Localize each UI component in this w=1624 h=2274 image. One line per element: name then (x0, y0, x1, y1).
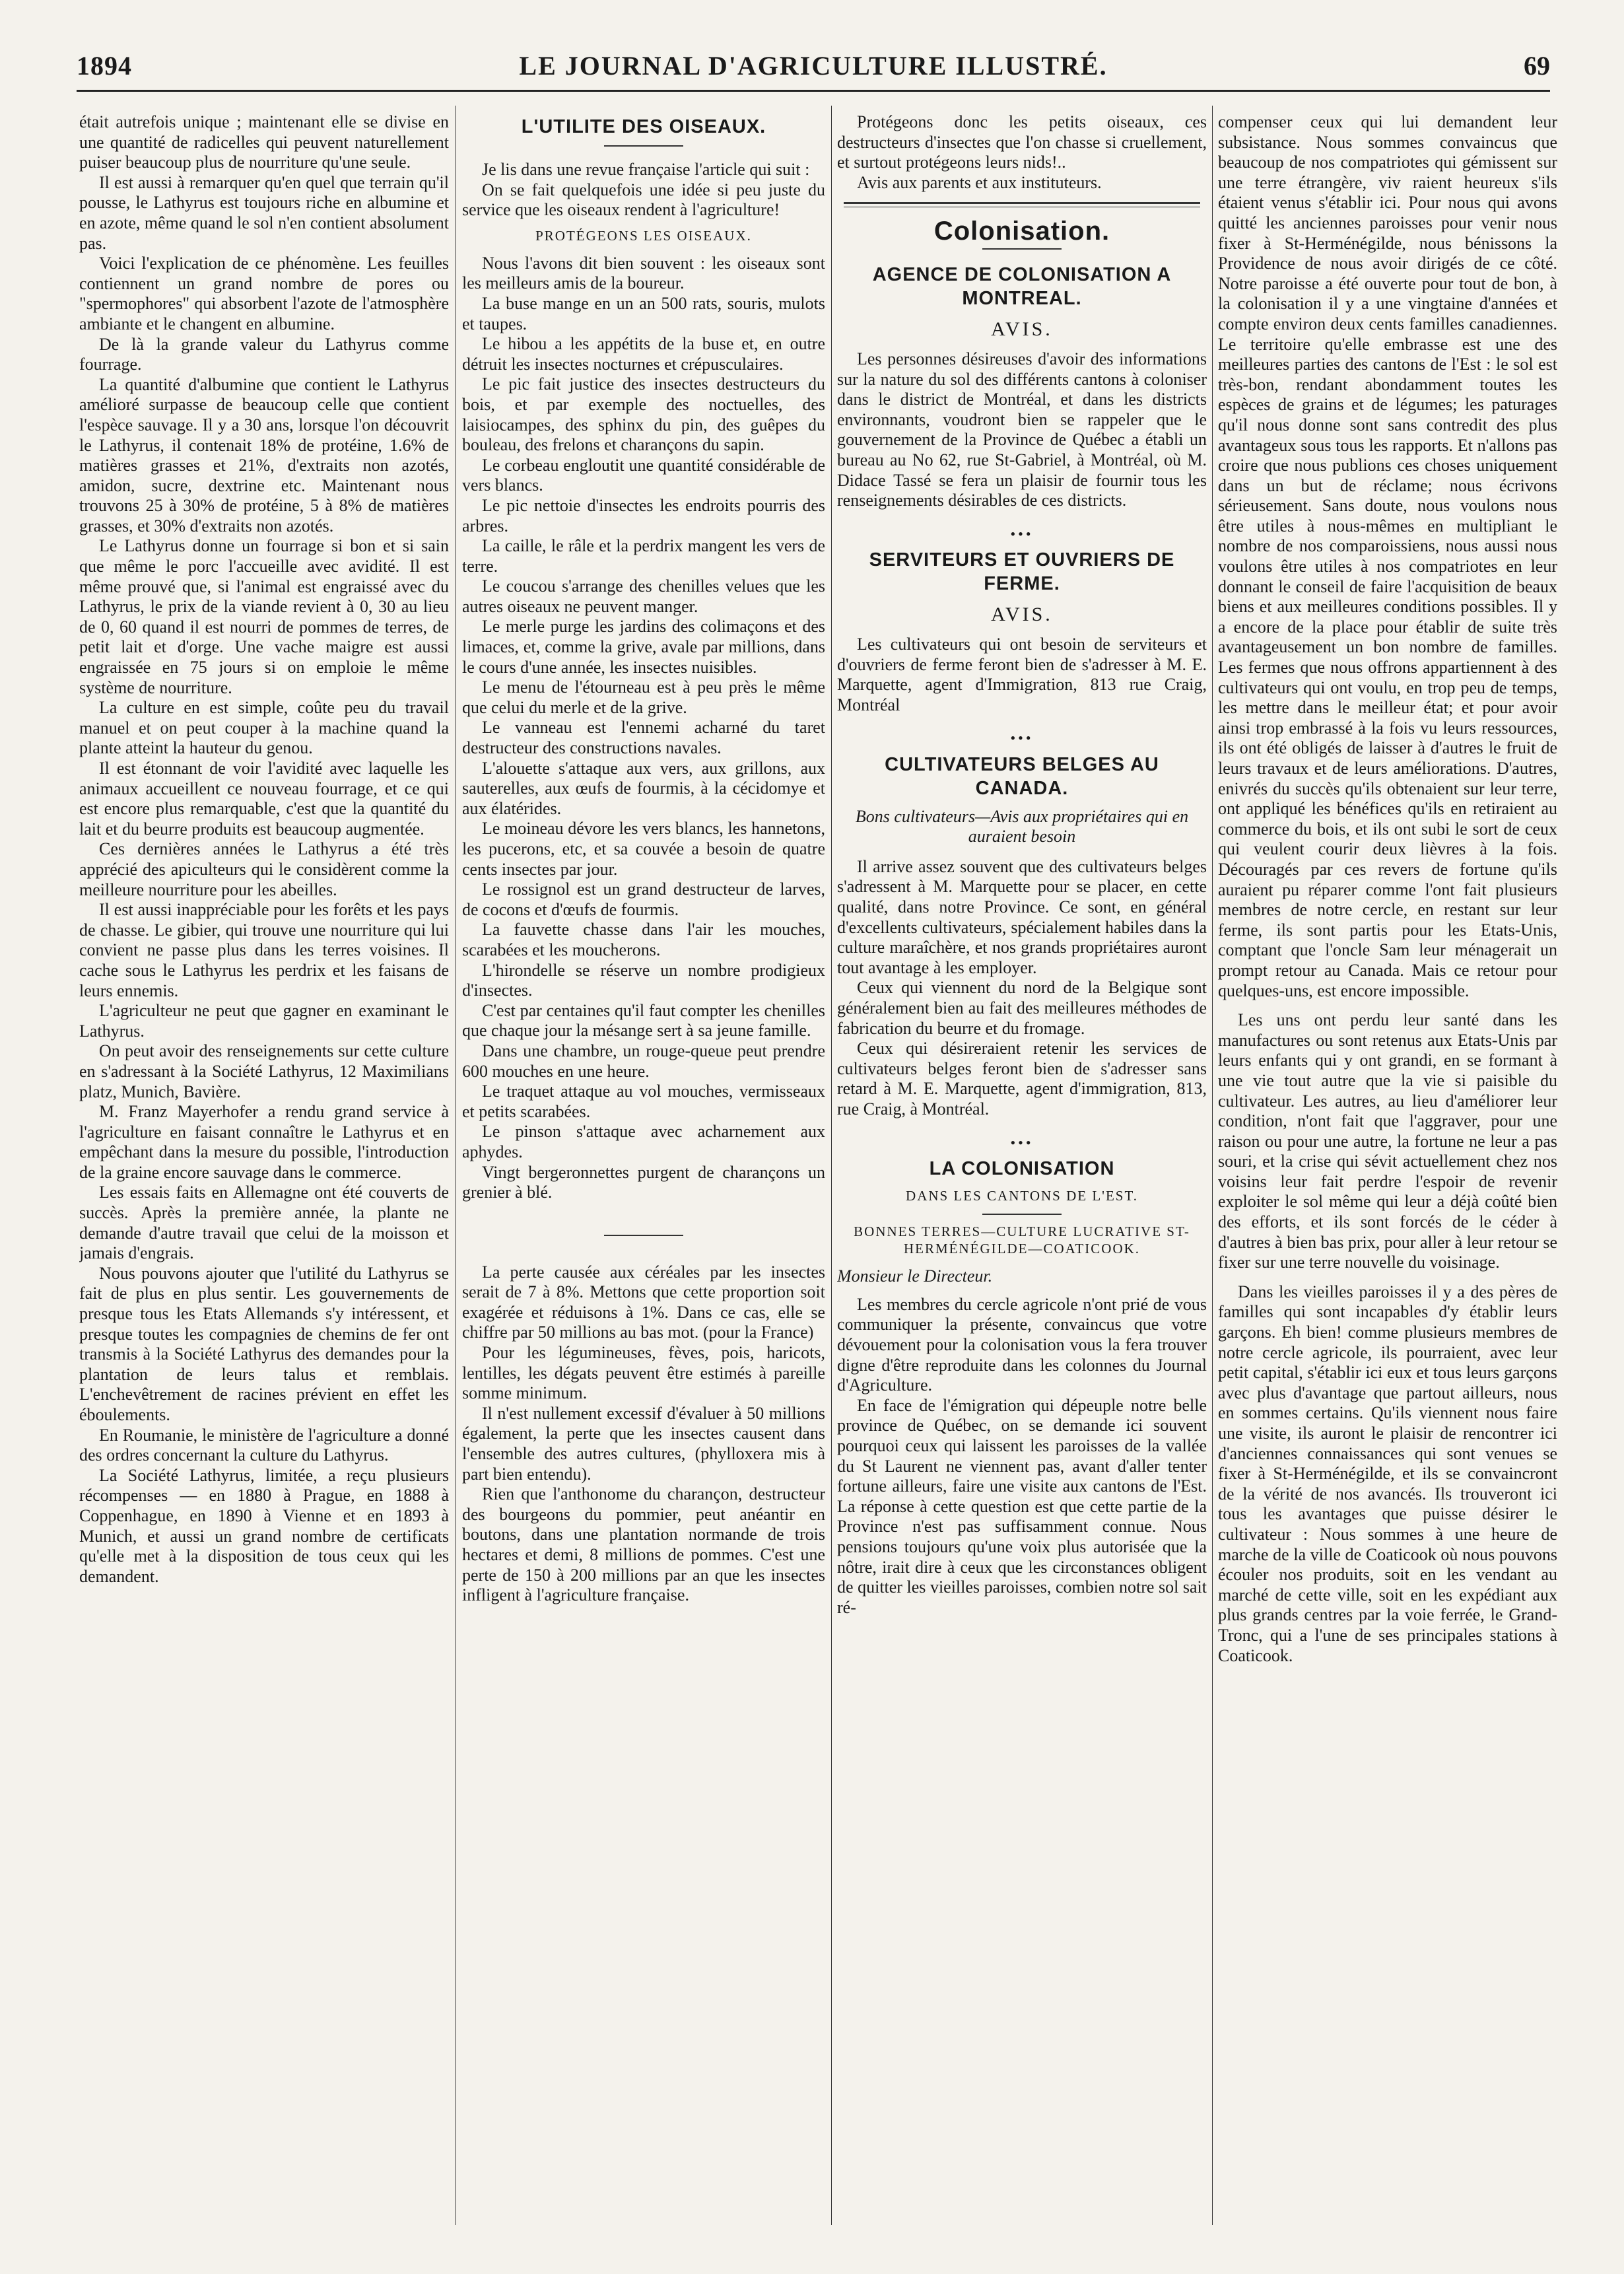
column-4 (1218, 112, 1557, 2219)
paragraph: Le pic nettoie d'insectes les endroits pourris des arbres. (462, 495, 825, 535)
paragraph: Les membres du cercle agricole n'ont prié de vous communiquer la présente, convaincus que votre dévouement pour la colonisation vous la fera trouver digne d'être reproduite dans les colonnes du Journal d'Agriculture. (837, 1294, 1207, 1395)
paragraph: était autrefois unique ; maintenant elle se divise en une quantité de radicelles qui peuvent naturellement puiser beaucoup plus de nourriture qu'une seule. (79, 112, 449, 172)
paragraph: Vingt bergeronnettes purgent de charançons un grenier à blé. (462, 1162, 825, 1202)
paragraph: Les uns ont perdu leur santé dans les manufactures ou sont retenus aux Etats-Unis par leurs enfants qui y ont grandi, en se formant à une vie tout autre que la vie si paisible du cultivateur. Les autres, au lieu d'améliorer leur condition, n'ont fait que l'aggraver, pour une raison ou pour une autre, la fortune ne leur a pas souri, et la crise qui sévit actuellement chez nos voisins leur fait perdre l'espoir de revenir exploiter le sol même qui leur a déjà coûté bien des efforts, et ils sont forcés de le céder à d'autres à bien bas prix, pour aller à leur retour se fixer sur une terre nouvelle du voisinage. (1218, 1010, 1557, 1272)
paragraph: En face de l'émigration qui dépeuple notre belle province de Québec, on se demande ici souvent pourquoi ceux qui laissent les paroisses de la vallée du St Laurent ne viennent pas, avant d'aller tenter fortune ailleurs, faire une visite aux cantons de l'Est. La réponse à cette question est que cette partie de la Province n'est pas suffisamment connue. Nous pensions toujours qu'une voix plus autorisée que la nôtre, irait dire à ceux que les circonstances obligent de quitter les vieilles paroisses, combien notre sol sait ré- (837, 1395, 1207, 1617)
paragraph: Avis aux parents et aux instituteurs. (857, 172, 1102, 192)
paragraph: M. Franz Mayerhofer a rendu grand service à l'agriculture en faisant connaître le Lathyrus et en empêchant dans la mesure du possible, l'introduction de la graine encore sauvage dans le commerce. (79, 1102, 449, 1182)
paragraph: Le rossignol est un grand destructeur de larves, de cocons et d'œufs de fourmis. (462, 879, 825, 919)
ornament-dots: ••• (1010, 1134, 1034, 1151)
paragraph: Je lis dans une revue française l'article qui suit : (482, 160, 810, 179)
paragraph: Le moineau dévore les vers blancs, les hannetons, les pucerons, etc, et sa couvée a besoin de quatre cents insectes par jour. (462, 819, 825, 879)
header-year: 1894 (77, 51, 132, 81)
paragraph: De là la grande valeur du Lathyrus comme fourrage. (79, 334, 449, 374)
paragraph: Protégeons donc les petits oiseaux, ces destructeurs d'insectes que l'on chasse si cruellement, et surtout protégeons leurs nids!.. (837, 112, 1207, 172)
paragraph: Le coucou s'arrange des chenilles velues que les autres oiseaux ne peuvent manger. (462, 576, 825, 616)
paragraph: Le traquet attaque au vol mouches, vermisseaux et petits scarabées. (462, 1082, 825, 1121)
paragraph: Les cultivateurs qui ont besoin de serviteurs et d'ouvriers de ferme feront bien de s'adresser à M. E. Marquette, agent d'Immigration, 813 rue Craig, Montréal (837, 634, 1207, 714)
paragraph: La caille, le râle et la perdrix mangent les vers de terre. (462, 536, 825, 576)
paragraph: L'hirondelle se réserve un nombre prodigieux d'insectes. (462, 960, 825, 1000)
ornament-dots: ••• (1010, 525, 1034, 542)
paragraph: On peut avoir des renseignements sur cette culture en s'adressant à la Société Lathyrus, 12 Maximilians platz, Munich, Bavière. (79, 1041, 449, 1101)
page-number: 69 (1524, 51, 1550, 81)
article-heading: LA COLONISATION (929, 1158, 1115, 1180)
paragraph: Le menu de l'étourneau est à peu près le même que celui du merle et de la grive. (462, 677, 825, 717)
paragraph: Ces dernières années le Lathyrus a été très apprécié des apiculteurs qui le considèrent comme la meilleure nourriture pour les abeilles. (79, 839, 449, 899)
notice-label: AVIS. (991, 318, 1053, 341)
paragraph: L'alouette s'attaque aux vers, aux grillons, aux sauterelles, aux œufs de fourmis, à la cécidomye et aux élatérides. (462, 758, 825, 818)
paragraph: Les essais faits en Allemagne ont été couverts de succès. Après la première année, la plante ne demande d'autre travail que celui de la moisson et jamais d'engrais. (79, 1183, 449, 1263)
paragraph: Il est aussi à remarquer qu'en quel que terrain qu'il pousse, le Lathyrus est toujours riche en albumine et en azote, même quand le sol n'en contient absolument pas. (79, 172, 449, 253)
paragraph: On se fait quelquefois une idée si peu juste du service que les oiseaux rendent à l'agriculture! (462, 180, 825, 220)
paragraph: Le vanneau est l'ennemi acharné du taret destructeur des constructions navales. (462, 718, 825, 758)
masthead-rule (77, 90, 1550, 92)
column-1 (79, 112, 449, 2219)
paragraph: Il n'est nullement excessif d'évaluer à 50 millions également, la perte que les insectes causent dans l'ensemble des autres cultures, (phylloxera mis à part bien entendu). (462, 1403, 825, 1484)
salutation: Monsieur le Directeur. (837, 1266, 993, 1286)
masthead (77, 50, 1550, 88)
paragraph: Nous pouvons ajouter que l'utilité du Lathyrus se fait de plus en plus sentir. Les gouvernements de presque tous les Etats Allemands s'y intéressent, et presque toutes les compagnies de chemins de fer ont transmis à la Société Lathyrus des demandes pour la plantation de leurs talus et remblais. L'enchevêtrement de racines prévient en effet les éboulements. (79, 1263, 449, 1424)
paragraph: En Roumanie, le ministère de l'agriculture a donné des ordres concernant la culture du Lathyrus. (79, 1425, 449, 1465)
paragraph: Il arrive assez souvent que des cultivateurs belges s'adressent à M. Marquette pour se placer, en cette qualité, dans notre Province. Ce sont, en général d'excellents cultivateurs, spécialement habiles dans la culture maraîchère, et nos grands propriétaires auront tout avantage à les employer. (837, 856, 1207, 977)
paragraph: Il est aussi inappréciable pour les forêts et les pays de chasse. Le gibier, qui trouve une nourriture qui lui convient ne passe plus dans les terres voisines. Il cache sous le Lathyrus les perdrix et les faisans de leurs ennemis. (79, 900, 449, 1000)
separator-rule (982, 248, 1062, 250)
article-subtitle: Bons cultivateurs—Avis aux propriétaires qui en auraient besoin (855, 806, 1189, 846)
paragraph: L'agriculteur ne peut que gagner en examinant le Lathyrus. (79, 1001, 449, 1041)
paragraph: La fauvette chasse dans l'air les mouches, scarabées et les moucherons. (462, 920, 825, 959)
paragraph: Voici l'explication de ce phénomène. Les feuilles contiennent un grand nombre de pores ou "spermophores" qui absorbent l'azote de l'atmosphère ambiante et le changent en albumine. (79, 254, 449, 333)
separator-rule (604, 1235, 683, 1236)
paragraph: Le hibou a les appétits de la buse et, en outre détruit les insectes nocturnes et crépusculaires. (462, 334, 825, 374)
paragraph: Le corbeau engloutit une quantité considérable de vers blancs. (462, 455, 825, 495)
separator-rule (604, 145, 683, 147)
notice-label: AVIS. (991, 603, 1053, 626)
paragraph: La culture en est simple, coûte peu du travail manuel et on peut couper à la machine quand la plante atteint la hauteur du genou. (79, 698, 449, 758)
paragraph: La Société Lathyrus, limitée, a reçu plusieurs récompenses — en 1880 à Prague, en 1888 à Coppenhague, en 1890 à Vienne et en 1893 à Munich, et aussi un grand nombre de certificats qu'elle met à la disposition de tous ceux qui les demandent. (79, 1465, 449, 1586)
paragraph: Dans une chambre, un rouge-queue peut prendre 600 mouches en une heure. (462, 1041, 825, 1081)
subheading: DANS LES CANTONS DE L'EST. (906, 1188, 1138, 1204)
column-divider (831, 106, 832, 2225)
paragraph: Nous l'avons dit bien souvent : les oiseaux sont les meilleurs amis de la boureur. (462, 253, 825, 293)
section-title: Colonisation. (933, 217, 1110, 246)
paragraph: Pour les légumineuses, fèves, pois, haricots, lentilles, les dégats peuvent être estimés à pareille somme minimum. (462, 1343, 825, 1403)
subheading: PROTÉGEONS LES OISEAUX. (535, 227, 752, 244)
paragraph: Ceux qui désireraient retenir les services de cultivateurs belges feront bien de s'adresser sans retard à M. E. Marquette, agent d'immigration, 813, rue Craig, à Montréal. (837, 1039, 1207, 1119)
paragraph: compenser ceux qui lui demandent leur subsistance. Nous sommes convaincus que beaucoup de nos compatriotes qui gémissent sur une terre étrangère, viv raient heureux s'ils étaient venus s'établir ici. Pour nous qui avons quitté les anciennes paroisses pour venir nous fixer à St-Herménégilde, nous bénissons la Providence de nous avoir dirigés de ce côté. Notre paroisse a été ouverte pour tout de bon, à la colonisation il y a une vingtaine d'années et compte environ deux cents familles canadiennes. Le territoire qu'elle embrasse est une des meilleures parties des cantons de l'Est : le sol est très-bon, rendant abondamment toutes les espèces de grains et de légumes; les paturages qu'il nous donne sont sans contredit des plus avantageux sous tous les rapports. Et n'allons pas croire que nous publions ces choses uniquement dans un but de réclame; nous écrivons sérieusement. Sans doute, nous voulons nous être utiles à nous-mêmes en multipliant le nombre de nos comparoissiens, nous aussi nous voulons être utiles à nos compatriotes en leur donnant le conseil de faire l'acquisition de beaux biens et aux meilleures conditions possibles. Il y a encore de la place pour établir de suite très avantageusement un bon nombre de familles. Les fermes que nous offrons appartiennent à des cultivateurs qui ont voulu, en trop peu de temps, les mettre dans le meilleur état; et pour avoir ainsi trop embrassé à la fois vu leurs ressources, ils ont été obligés de laisser à d'autres le fruit de leurs travaux et de leurs améliorations. D'autres, enivrés du succès qu'ils obtenaient sur leur terre, ont appliqué les bénéfices qu'ils en retiraient au commerce du bois, et ils ont subi le sort de ceux qui veulent courir deux lièvres à la fois. Découragés par ces revers de fortune qu'ils auraient pu réparer comme l'ont fait plusieurs membres de notre cercle, en restant sur leur ferme, ils sont partis pour les Etats-Unis, comptant que l'oncle Sam leur ménagerait un prompt retour au Canada. Mais ce retour pour quelques-uns, est encore impossible. (1218, 112, 1557, 1000)
paragraph: La perte causée aux céréales par les insectes serait de 7 à 8%. Mettons que cette proportion soit exagérée et réduisons à 1%. Dans ce cas, elle se chiffre par 50 millions au bas mot. (pour la France) (462, 1262, 825, 1342)
paragraph: Ceux qui viennent du nord de la Belgique sont généralement bien au fait des meilleures méthodes de fabrication du beurre et du fromage. (837, 978, 1207, 1038)
separator-rule (982, 1214, 1062, 1215)
subheading: BONNES TERRES—CULTURE LUCRATIVE ST-HERMÉNÉGILDE—COATICOOK. (854, 1223, 1190, 1257)
article-heading: AGENCE DE COLONISATION A MONTREAL. (872, 264, 1172, 310)
article-heading: SERVITEURS ET OUVRIERS DE FERME. (869, 549, 1175, 595)
paragraph: Les personnes désireuses d'avoir des informations sur la nature du sol des différents cantons à coloniser dans le district de Montréal, et dans les districts environnants, voudront bien se rappeler que le gouvernement de la Province de Québec a établi un bureau au No 62, rue St-Gabriel, à Montréal, où M. Didace Tassé se fera un plaisir de fournir tous les renseignements désirables de ces districts. (837, 349, 1207, 510)
column-2 (462, 112, 825, 2219)
article-heading: L'UTILITE DES OISEAUX. (521, 116, 766, 137)
column-3 (837, 112, 1207, 2219)
paragraph: Le pic fait justice des insectes destructeurs du bois, et par exemple des noctuelles, des laisiocampes, des sphinx du pin, des guêpes du bouleau, des frelons et charançons du sapin. (462, 374, 825, 455)
paragraph: Le Lathyrus donne un fourrage si bon et si sain que même le porc l'accueille avec avidité. Il est même prouvé que, si l'animal est engraissé avec du Lathyrus, le prix de la viande revient à 0, 30 au lieu de 0, 60 quand il est nourri de pommes de terres, de petit lait et d'orge. Une vache maigre est aussi engraissée en 75 jours si on emploie le même système de nourriture. (79, 536, 449, 697)
section-rule (844, 202, 1200, 207)
column-divider (1212, 106, 1213, 2225)
paragraph: Le pinson s'attaque avec acharnement aux aphydes. (462, 1122, 825, 1161)
ornament-dots: ••• (1010, 730, 1034, 747)
paragraph: La buse mange en un an 500 rats, souris, mulots et taupes. (462, 293, 825, 333)
paragraph: Rien que l'anthonome du charançon, destructeur des bourgeons du pommier, peut anéantir en boutons, dans une plantation normande de trois hectares et demi, 8 millions de pommes. C'est une perte de 150 à 200 millions par an que les insectes infligent à l'agriculture française. (462, 1484, 825, 1605)
paragraph: C'est par centaines qu'il faut compter les chenilles que chaque jour la mésange sert à sa jeune famille. (462, 1000, 825, 1041)
paragraph: Dans les vieilles paroisses il y a des pères de familles qui sont incapables d'y établir leurs garçons. Eh bien! comme plusieurs membres de notre cercle agricole, ils pourraient, avec leur petit capital, s'établir ici eux et tous leurs garçons avec plus d'avantage que partout ailleurs, nous en sommes certains. Qu'ils viennent nous faire une visite, ils auront le plaisir de rencontrer ici d'anciennes connaissances qui sont venues se fixer à St-Herménégilde, et ils se convaincront de la vérité de nos avancés. Ils trouveront ici tous les avantages que puisse désirer le cultivateur : Nous sommes à une heure de marche de la ville de Coaticook où nous pouvons écouler nos produits, soit en les vendant au marché de cette ville, soit en les expédiant aux plus grands centres par la voie ferrée, le Grand-Tronc, qui a l'une de ses principales stations à Coaticook. (1218, 1282, 1557, 1665)
paragraph: Il est étonnant de voir l'avidité avec laquelle les animaux accueillent ce nouveau fourrage, et ce qui est encore plus remarquable, c'est que la quantité du lait et du beurre produits est beaucoup augmentée. (79, 759, 449, 839)
paragraph: Le merle purge les jardins des colimaçons et des limaces, et, comme la grive, avale par millions, dans le cours d'une année, les insectes nuisibles. (462, 617, 825, 677)
header-title: LE JOURNAL D'AGRICULTURE ILLUSTRÉ. (519, 51, 1108, 81)
paragraph: La quantité d'albumine que contient le Lathyrus amélioré surpasse de beaucoup celle que contient l'espèce sauvage. Il y a 30 ans, lorsque l'on découvrit le Lathyrus, il contenait 18% de protéine, 1.6% de matières grasses et 21%, d'extraits non azotés, amidon, sucre, dextrine etc. Maintenant nous trouvons 25 à 30% de protéine, 5 à 8% de matières grasses, et 30% d'extraits non azotés. (79, 374, 449, 535)
article-heading: CULTIVATEURS BELGES AU CANADA. (885, 753, 1159, 799)
